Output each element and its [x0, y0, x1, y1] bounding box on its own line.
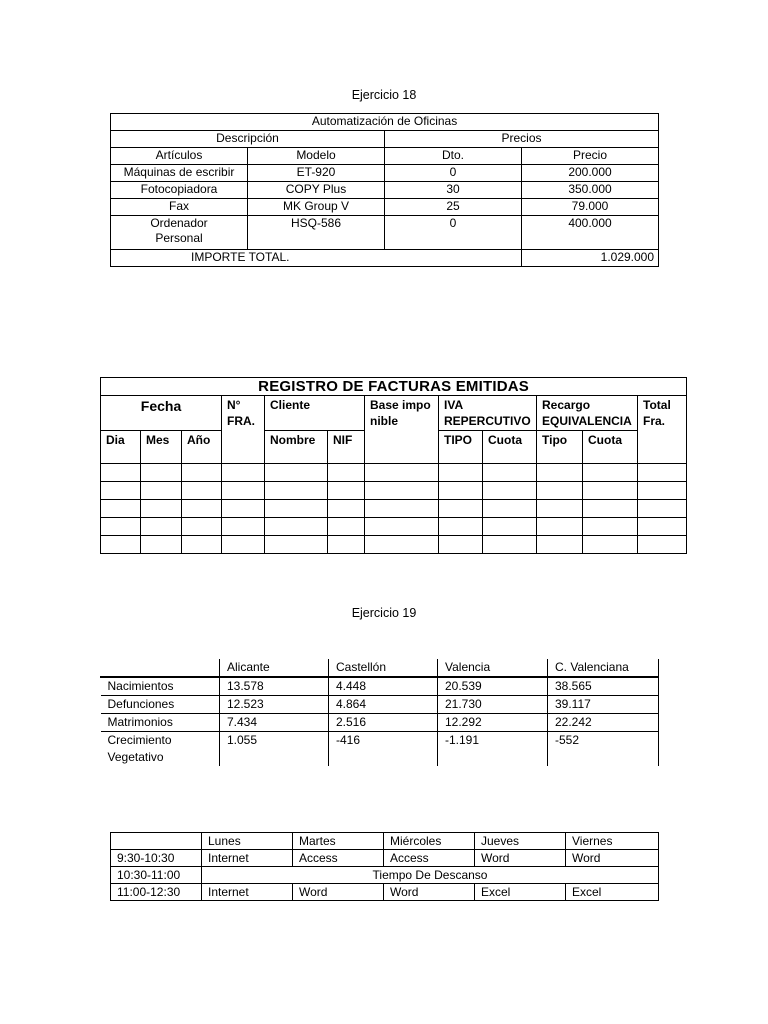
table-title: Automatización de Oficinas: [111, 114, 659, 131]
descanso-cell: Tiempo De Descanso: [202, 867, 659, 884]
table-row: [111, 165, 659, 182]
cell: Fotocopiadora: [111, 182, 248, 199]
iva-tipo-header: TIPO: [439, 431, 483, 464]
cell: 0: [385, 165, 522, 182]
table-row: [111, 884, 659, 901]
table-row: [111, 199, 659, 216]
cell: 350.000: [522, 182, 659, 199]
column-header: Precio: [522, 148, 659, 165]
cell: Word: [566, 850, 659, 867]
cell: COPY Plus: [248, 182, 385, 199]
column-header: Artículos: [111, 148, 248, 165]
nif-header: NIF: [328, 431, 365, 464]
column-header: Dto.: [385, 148, 522, 165]
recargo-cuota-header: Cuota: [583, 431, 638, 464]
cell: Access: [384, 850, 475, 867]
cell: -552: [548, 732, 659, 767]
cell: 200.000: [522, 165, 659, 182]
cell: 79.000: [522, 199, 659, 216]
empty-row: [101, 536, 687, 554]
ejercicio-18-heading: Ejercicio 18: [351, 88, 417, 102]
cell: -1.191: [438, 732, 548, 767]
recargo-tipo-header: Tipo: [537, 431, 583, 464]
cell: Access: [293, 850, 384, 867]
day-header: Miércoles: [384, 833, 475, 850]
cell: Fax: [111, 199, 248, 216]
table-row: [111, 182, 659, 199]
cell: 4.864: [329, 696, 438, 714]
cell: 25: [385, 199, 522, 216]
registro-title: REGISTRO DE FACTURAS EMITIDAS: [101, 378, 687, 396]
cell: 39.117: [548, 696, 659, 714]
day-header: Lunes: [202, 833, 293, 850]
row-label: Defunciones: [101, 696, 220, 714]
cell: Máquinas de escribir: [111, 165, 248, 182]
group-precios: Precios: [385, 131, 659, 148]
cell: Internet: [202, 884, 293, 901]
cliente-header: Cliente: [265, 396, 365, 431]
estadisticas-table: [100, 659, 659, 766]
column-header: Valencia: [438, 659, 548, 677]
importe-total-label: IMPORTE TOTAL.: [111, 250, 522, 267]
column-header: Modelo: [248, 148, 385, 165]
table-row: [101, 732, 659, 767]
cell: 12.523: [220, 696, 329, 714]
cell: Word: [293, 884, 384, 901]
cell: Word: [384, 884, 475, 901]
row-label: Crecimiento Vegetativo: [101, 732, 220, 767]
nombre-header: Nombre: [265, 431, 328, 464]
day-header: Jueves: [475, 833, 566, 850]
nfra-header: N° FRA.: [222, 396, 265, 464]
anio-header: Año: [182, 431, 222, 464]
iva-header: IVA REPERCUTIVO: [439, 396, 537, 431]
cell: HSQ-586: [248, 216, 385, 250]
cell: Excel: [566, 884, 659, 901]
row-label: Matrimonios: [101, 714, 220, 732]
horario-table: [110, 832, 659, 901]
column-header: Castellón: [329, 659, 438, 677]
cell: 4.448: [329, 678, 438, 696]
table-row: [111, 216, 659, 250]
empty-row: [101, 500, 687, 518]
total-fra-header: Total Fra.: [638, 396, 687, 464]
importe-total-value: 1.029.000: [522, 250, 659, 267]
time-slot: 9:30-10:30: [111, 850, 202, 867]
time-slot: 10:30-11:00: [111, 867, 202, 884]
empty-row: [101, 482, 687, 500]
cell: 13.578: [220, 678, 329, 696]
cell: 12.292: [438, 714, 548, 732]
mes-header: Mes: [141, 431, 182, 464]
time-slot: 11:00-12:30: [111, 884, 202, 901]
cell: 20.539: [438, 678, 548, 696]
recargo-header: Recargo EQUIVALENCIA: [537, 396, 638, 431]
column-header: Alicante: [220, 659, 329, 677]
table-row: [101, 696, 659, 714]
cell: 400.000: [522, 216, 659, 250]
table-row: [111, 850, 659, 867]
cell: 22.242: [548, 714, 659, 732]
group-descripcion: Descripción: [111, 131, 385, 148]
cell: 7.434: [220, 714, 329, 732]
table-row: [101, 714, 659, 732]
automatizacion-table: [110, 113, 659, 267]
cell: ET-920: [248, 165, 385, 182]
base-imponible-header: Base imponible: [365, 396, 439, 464]
empty-row: [101, 464, 687, 482]
ejercicio-19-heading: Ejercicio 19: [351, 606, 417, 620]
cell: Excel: [475, 884, 566, 901]
cell: MK Group V: [248, 199, 385, 216]
cell: Word: [475, 850, 566, 867]
registro-facturas-table: [100, 377, 687, 554]
cell: 2.516: [329, 714, 438, 732]
cell: Ordenador Personal: [111, 216, 248, 250]
iva-cuota-header: Cuota: [483, 431, 537, 464]
row-label: Nacimientos: [101, 678, 220, 696]
cell: Internet: [202, 850, 293, 867]
cell: 0: [385, 216, 522, 250]
day-header: Viernes: [566, 833, 659, 850]
table-row: [111, 867, 659, 884]
fecha-header: Fecha: [101, 396, 222, 431]
cell: 30: [385, 182, 522, 199]
cell: 38.565: [548, 678, 659, 696]
cell: 1.055: [220, 732, 329, 767]
table-row: [101, 678, 659, 696]
dia-header: Dia: [101, 431, 141, 464]
empty-row: [101, 518, 687, 536]
cell: 21.730: [438, 696, 548, 714]
cell: -416: [329, 732, 438, 767]
column-header: C. Valenciana: [548, 659, 659, 677]
day-header: Martes: [293, 833, 384, 850]
